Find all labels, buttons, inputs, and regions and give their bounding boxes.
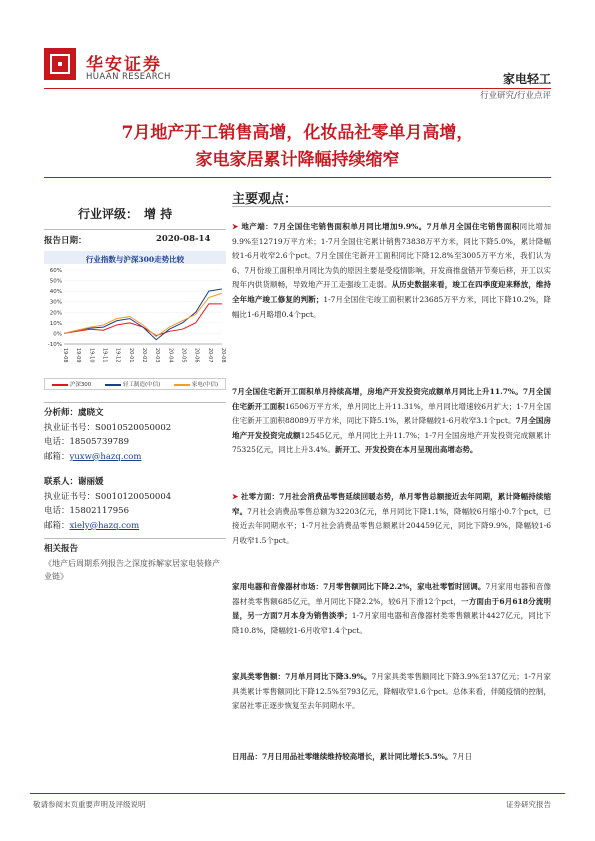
x-tick-label: 20-01: [127, 348, 134, 363]
x-tick-label: 20-03: [154, 348, 161, 363]
index-comparison-chart: [44, 266, 226, 376]
footer-label: 证券研究报告: [506, 800, 551, 809]
analyst-block-1: [44, 406, 234, 464]
title-divider: [44, 177, 551, 178]
y-tick-label: 20%: [49, 310, 62, 317]
y-tick-label: 40%: [49, 289, 62, 296]
para-bold: 家具类零售额：7月单月同比下降3.9%。: [232, 672, 372, 681]
para-bold: 一方面由于6月618分流明显，另一方面7月本身为销售淡季；: [232, 596, 552, 621]
related-reports-heading: 相关报告: [44, 544, 79, 554]
legend-swatch: [105, 384, 121, 386]
y-tick-label: 60%: [49, 268, 62, 274]
para-text: 7月家具类零售额同比下降3.9%至137亿元；1-7月家具类累计零售额同比下降12.5%至793亿元，降幅收窄1.6个pct。总体来看，伴随疫情的控制，家居社零正逐步恢复至去年同期水平。: [232, 672, 551, 711]
x-tick-label: 19-08: [62, 348, 68, 363]
para-text: 同比下降12.8%至3005万平方米，我们认为6、7月份竣工面积单月同比为负的原因主要是受疫情影响，开发商推盘错开节奏后移，开工以实现年内供货顺畅，导致地产开工走强竣工走弱。: [232, 251, 551, 290]
footer-divider: [30, 793, 565, 794]
x-tick-label: 20-05: [180, 348, 187, 363]
footer-disclaimer: 敬请参阅末页重要声明及评级说明: [33, 800, 146, 809]
x-tick-label: 19-09: [75, 348, 82, 363]
main-divider: [232, 206, 551, 207]
x-tick-label: 20-06: [193, 348, 200, 363]
para-bold: 日用品：7月日用品社零继续维持较高增长，累计同比增长5.5%。: [232, 752, 453, 761]
header-divider: [44, 88, 551, 89]
para-bold: 新开工、开发投资在本月呈现出高增态势。: [334, 445, 478, 455]
analyst-title: 分析师：: [44, 408, 79, 418]
x-tick-label: 20-04: [167, 348, 174, 363]
tel-number: 18505739789: [69, 437, 130, 448]
analyst-name: 虞晓文: [78, 408, 104, 418]
y-tick-label: -10%: [47, 342, 62, 348]
cert-number: S0010120050004: [95, 491, 172, 502]
tel-label: 电话：: [44, 437, 70, 448]
x-tick-label: 20-08: [220, 348, 226, 363]
page-title-line-2: 家电家居累计降幅持续缩窄: [195, 150, 400, 170]
x-tick-label: 19-12: [114, 348, 121, 363]
sector-label: 家电轻工: [502, 72, 551, 86]
x-tick-label: 20-02: [141, 348, 147, 363]
para-text: 7月家用电器和音像器材类零售额685亿元，单月同比下降2.2%，较6月下滑12个pct，: [232, 582, 551, 606]
para-text: 12545亿元，单月同比上升11.7%；1-7月全国房地产开发投资完成额累计75325亿元，同比上升3.4%。: [232, 430, 551, 455]
arrow-icon: ➤: [232, 492, 242, 501]
para-bold: 7月全国房地产开发投资完成额: [232, 416, 551, 440]
x-tick-label: 19-11: [101, 348, 108, 363]
industry-rating: [78, 205, 172, 222]
tel-label: 电话：: [44, 506, 70, 517]
paragraph-appliance: [232, 580, 551, 638]
paragraph-furniture: [232, 670, 551, 714]
brand-name: 华安证券: [86, 55, 162, 75]
email-link[interactable]: yuxw@hazq.com: [69, 451, 142, 462]
y-tick-label: 30%: [49, 299, 62, 306]
para-bold: 7月全国住宅新开工面积单月持续高增，房地产开发投资完成额单月同比上升11.7%。7月全国住宅新开工面积: [232, 387, 551, 411]
para-text: 同比增加9.9%至12719万平方米；1-7月全国住宅累计销售73838万平方米，同比下降5.0%，累计降幅较1-6月收窄2.6个pct。7月全国住宅新开工面积: [232, 222, 551, 261]
paragraph-daily-goods: [232, 750, 551, 765]
chart-title: 行业指数与沪深300走势比较: [85, 255, 185, 264]
x-tick-label: 19-10: [88, 348, 95, 363]
main-points-heading: 主要观点：: [232, 192, 298, 207]
related-divider: [44, 538, 226, 539]
legend-item: [52, 380, 92, 388]
legend-item: [105, 380, 160, 388]
para-bold: 从历史数据来看，竣工在四季度迎来释放，维持全年地产竣工修复的判断；: [232, 280, 552, 304]
chart-legend: [44, 378, 226, 390]
para-text: 1-7月全国住宅竣工面积累计23685万平方米，同比下降10.2%，降幅比1-6月略增0.4个pct。: [232, 294, 552, 319]
para-text: 7月日: [452, 752, 473, 761]
para-text: 16506万平方米，单月同比上升11.31%，单月同比增速较6月扩大；1-7月全国住宅新开工面积88089万平方米，同比下降5.1%，累计降幅较1-6月收窄3.1个pct。: [232, 401, 551, 426]
analyst-divider: [44, 402, 226, 403]
legend-swatch: [52, 384, 68, 386]
rating-label: 行业评级：: [78, 207, 139, 221]
rating-value: 增 持: [144, 207, 173, 221]
para-bold: 地产端：7月全国住宅销售面积单月同比增加9.9%。7月单月全国住宅销售面积: [241, 222, 520, 231]
report-type: 行业研究/行业点评: [480, 91, 551, 101]
legend-swatch: [174, 384, 190, 386]
para-text: 1-7月家用电器和音像器材类零售额累计4427亿元，同比下降10.8%，降幅较1-6月收窄1.4个pct。: [232, 611, 551, 635]
analyst-block-2: [44, 475, 234, 533]
legend-item: [174, 380, 218, 388]
para-text: 7月社会消费品零售总额为32203亿元，单月同比下降1.1%，降幅较6月缩小0.7个pct，已接近去年同期水平；1-7月社会消费品零售总额累计204459亿元，同比下降9.9%，降幅较1-6月收窄1.5个pct。: [232, 506, 551, 545]
cert-label: 执业证书号：: [44, 491, 96, 502]
paragraph-new-start: [232, 385, 551, 458]
legend-label: 沪深300: [69, 382, 92, 388]
mail-label: 邮箱：: [44, 520, 70, 531]
page-title-line-1: 7月地产开工销售高增，化妆品社零单月高增，: [121, 123, 474, 143]
y-tick-label: 0%: [53, 331, 62, 338]
legend-label: 轻工制造(中信): [122, 382, 161, 388]
related-report-link[interactable]: 《地产后周期系列报告之深度拆解家居家电装修产业链》: [44, 559, 220, 581]
para-bold: 家用电器和音像器材市场：7月零售额同比下降2.2%，家电社零暂时回调。: [232, 582, 486, 591]
analyst-title: 联系人：: [44, 477, 79, 487]
tel-number: 15802117956: [69, 506, 130, 517]
analyst-name: 谢丽媛: [78, 477, 104, 487]
series-line: [64, 289, 222, 340]
brand-logo-icon: [44, 48, 76, 80]
x-tick-label: 20-07: [206, 348, 213, 363]
y-tick-label: 50%: [49, 278, 62, 285]
mail-label: 邮箱：: [44, 451, 70, 462]
cert-number: S0010520050002: [95, 422, 172, 433]
para-bold: 社零方面：7月社会消费品零售延续回暖态势，单月零售总额接近去年同期，累计降幅持续缩窄。: [232, 492, 551, 516]
rating-divider: [44, 229, 226, 230]
paragraph-retail: [232, 490, 551, 548]
y-tick-label: 10%: [49, 320, 62, 327]
report-date-label: 报告日期：: [44, 236, 87, 246]
email-link[interactable]: xiely@hazq.com: [69, 520, 140, 531]
arrow-icon: ➤: [232, 222, 242, 231]
brand-name-en: HUAAN RESEARCH: [86, 72, 171, 82]
report-date: 2020-08-14: [156, 234, 211, 244]
legend-label: 家电(中信): [191, 382, 219, 388]
paragraph-property: [232, 220, 551, 322]
cert-label: 执业证书号：: [44, 422, 96, 433]
